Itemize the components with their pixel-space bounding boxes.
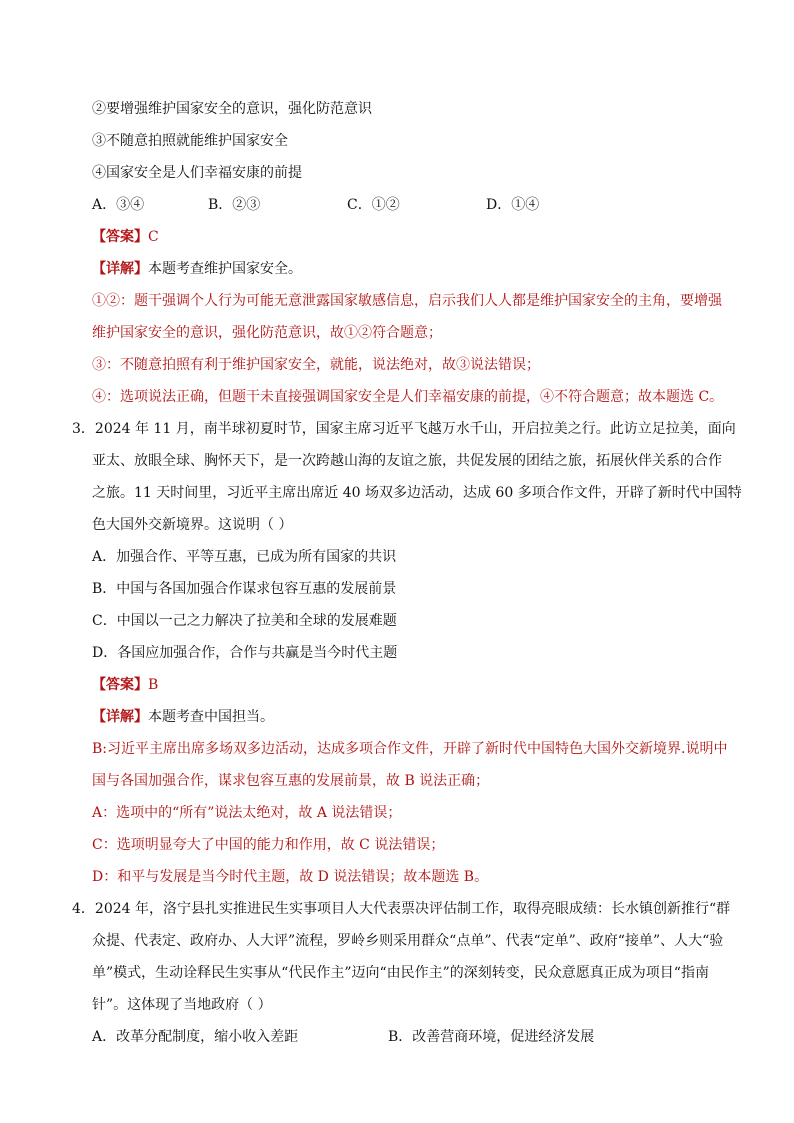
q3-option-b: B．中国与各国加强合作谋求包容互惠的发展前景 [92,581,397,597]
q2-choice-c: C．①② [347,197,400,213]
q4-option-b: B．改善营商环境，促进经济发展 [388,1029,595,1045]
q3-analysis-line: C：选项明显夸大了中国的能力和作用，故 C 说法错误； [92,837,445,853]
q2-analysis-line: ①②：题干强调个人行为可能无意泄露国家敏感信息，启示我们人人都是维护国家安全的主角，要增强 [92,293,722,309]
q2-detail [92,259,302,279]
q2-analysis-line: ④：选项说法正确，但题干未直接强调国家安全是人们幸福安康的前提，④不符合题意；故本题选 C。 [92,389,724,405]
q2-choice-d: D．①④ [486,197,540,213]
q3-analysis-line: D：和平与发展是当今时代主题，故 D 说法错误；故本题选 B。 [92,869,489,885]
q3-option-c: C．中国以一己之力解决了拉美和全球的发展难题 [92,613,397,629]
q3-stem-line: 色大国外交新境界。这说明（ ） [92,517,293,533]
q2-analysis-line: 维护国家安全的意识，强化防范意识，故①②符合题意； [92,325,442,341]
q2-choice-a: A．③④ [92,197,145,213]
q3-option-d: D．各国应加强合作，合作与共赢是当今时代主题 [92,645,398,661]
detail-text: 本题考查中国担当。 [148,709,274,725]
q4-stem-line: 众提、代表定、政府办、人大评”流程，罗岭乡则采用群众“点单”、代表“定单”、政府“接单”、人大“验 [92,933,724,949]
answer-value: B [148,677,159,693]
q3-stem-line: 亚太、放眼全球、胸怀天下，是一次跨越山海的友谊之旅，共促发展的团结之旅，拓展伙伴关系的合作 [92,453,722,469]
q2-option-2: ②要增强维护国家安全的意识，强化防范意识 [92,101,372,117]
q2-choice-b: B．②③ [208,197,261,213]
q2-answer [92,227,159,247]
q2-option-3: ③不随意拍照就能维护国家安全 [92,133,288,149]
detail-label: 【详解】 [92,261,148,277]
answer-label: 【答案】 [92,229,148,245]
q2-analysis-line: ③：不随意拍照有利于维护国家安全，就能，说法绝对，故③说法错误； [92,357,540,373]
q3-answer [92,675,158,695]
q3-analysis-line: A：选项中的“所有”说法太绝对，故 A 说法错误； [92,805,402,821]
q3-analysis-line: 国与各国加强合作，谋求包容互惠的发展前景，故 B 说法正确； [92,773,490,789]
q3-stem-line: 之旅。11 天时间里，习近平主席出席近 40 场双多边活动，达成 60 多项合作文件，开辟了新时代中国特 [92,485,742,501]
q3-detail [92,707,274,727]
q3-analysis-line: B:习近平主席出席多场双多边活动，达成多项合作文件，开辟了新时代中国特色大国外交新境界.说明中 [92,741,728,757]
q4-stem-line: 单”模式，生动诠释民生实事从“代民作主”迈向“由民作主”的深刻转变，民众意愿真正成为项目“指南 [92,965,709,981]
detail-label: 【详解】 [92,709,148,725]
answer-value: C [148,229,159,245]
q2-option-4: ④国家安全是人们幸福安康的前提 [92,165,302,181]
q4-option-a: A．改革分配制度，缩小收入差距 [92,1029,299,1045]
answer-label: 【答案】 [92,677,148,693]
detail-text: 本题考查维护国家安全。 [148,261,302,277]
q4-stem-line: 针”。这体现了当地政府（ ） [92,997,272,1013]
q3-option-a: A．加强合作、平等互惠，已成为所有国家的共识 [92,549,397,565]
q4-stem-line: 4．2024 年，洛宁县扎实推进民生实事项目人大代表票决评估制工作，取得亮眼成绩：长水镇创新推行“群 [72,901,731,917]
q3-stem-line: 3．2024 年 11 月，南半球初夏时节，国家主席习近平飞越万水千山，开启拉美之行。此访立足拉美，面向 [72,421,736,437]
